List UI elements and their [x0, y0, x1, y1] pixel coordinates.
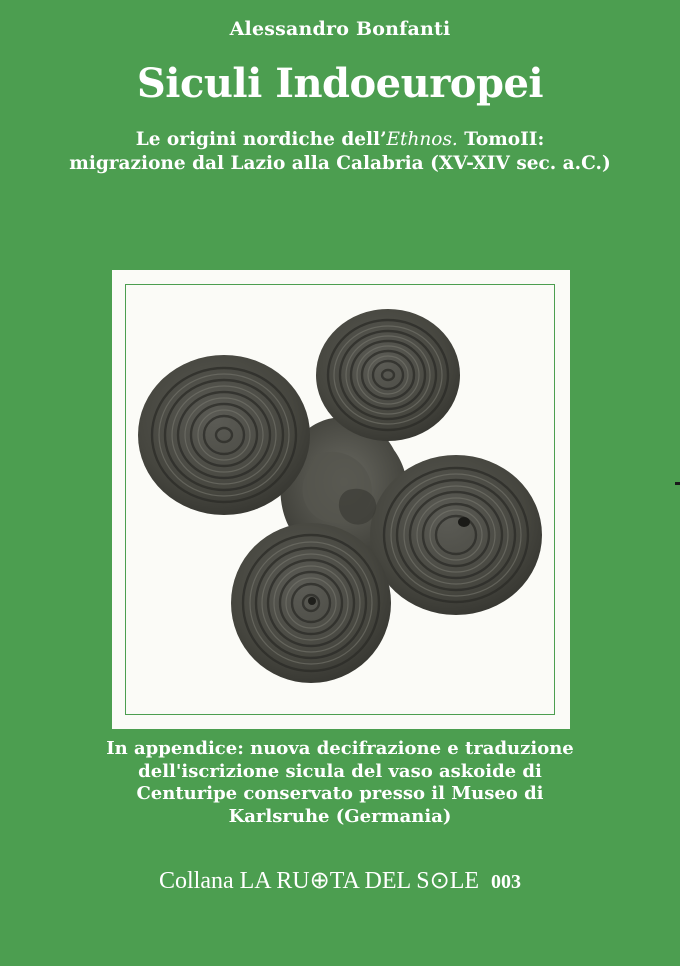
series-number: 003: [491, 871, 522, 893]
series-label: [0, 866, 680, 895]
book-title: Siculi Indoeuropei: [136, 60, 544, 107]
subtitle-line-1: [0, 128, 680, 152]
cover-image-border: [125, 284, 555, 715]
edge-mark: [675, 482, 680, 485]
appendix-line: In appendice: nuova decifrazione e traduzione: [106, 738, 574, 759]
subtitle-ethnos: Ethnos.: [386, 129, 458, 150]
appendix-line: Karlsruhe (Germania): [228, 805, 452, 827]
author-name: Alessandro Bonfanti: [229, 18, 451, 40]
cover-image-frame: [112, 270, 570, 729]
subtitle-line-2: migrazione dal Lazio alla Calabria (XV-XIV sec. a.C.): [69, 153, 611, 174]
subtitle-line-1-start: Le origini nordiche dell’: [135, 129, 387, 150]
spiral-brooch-image: [126, 285, 556, 716]
appendix-line: Centuripe conservato presso il Museo di: [136, 783, 544, 804]
subtitle-line-1-end: TomoII:: [457, 129, 545, 150]
appendix-note: [0, 738, 680, 828]
appendix-line: dell'iscrizione sicula del vaso askoide di: [138, 760, 542, 782]
series-name: Collana LA RU⊕TA DEL S⊙LE: [158, 868, 480, 894]
book-subtitle: [0, 128, 680, 176]
